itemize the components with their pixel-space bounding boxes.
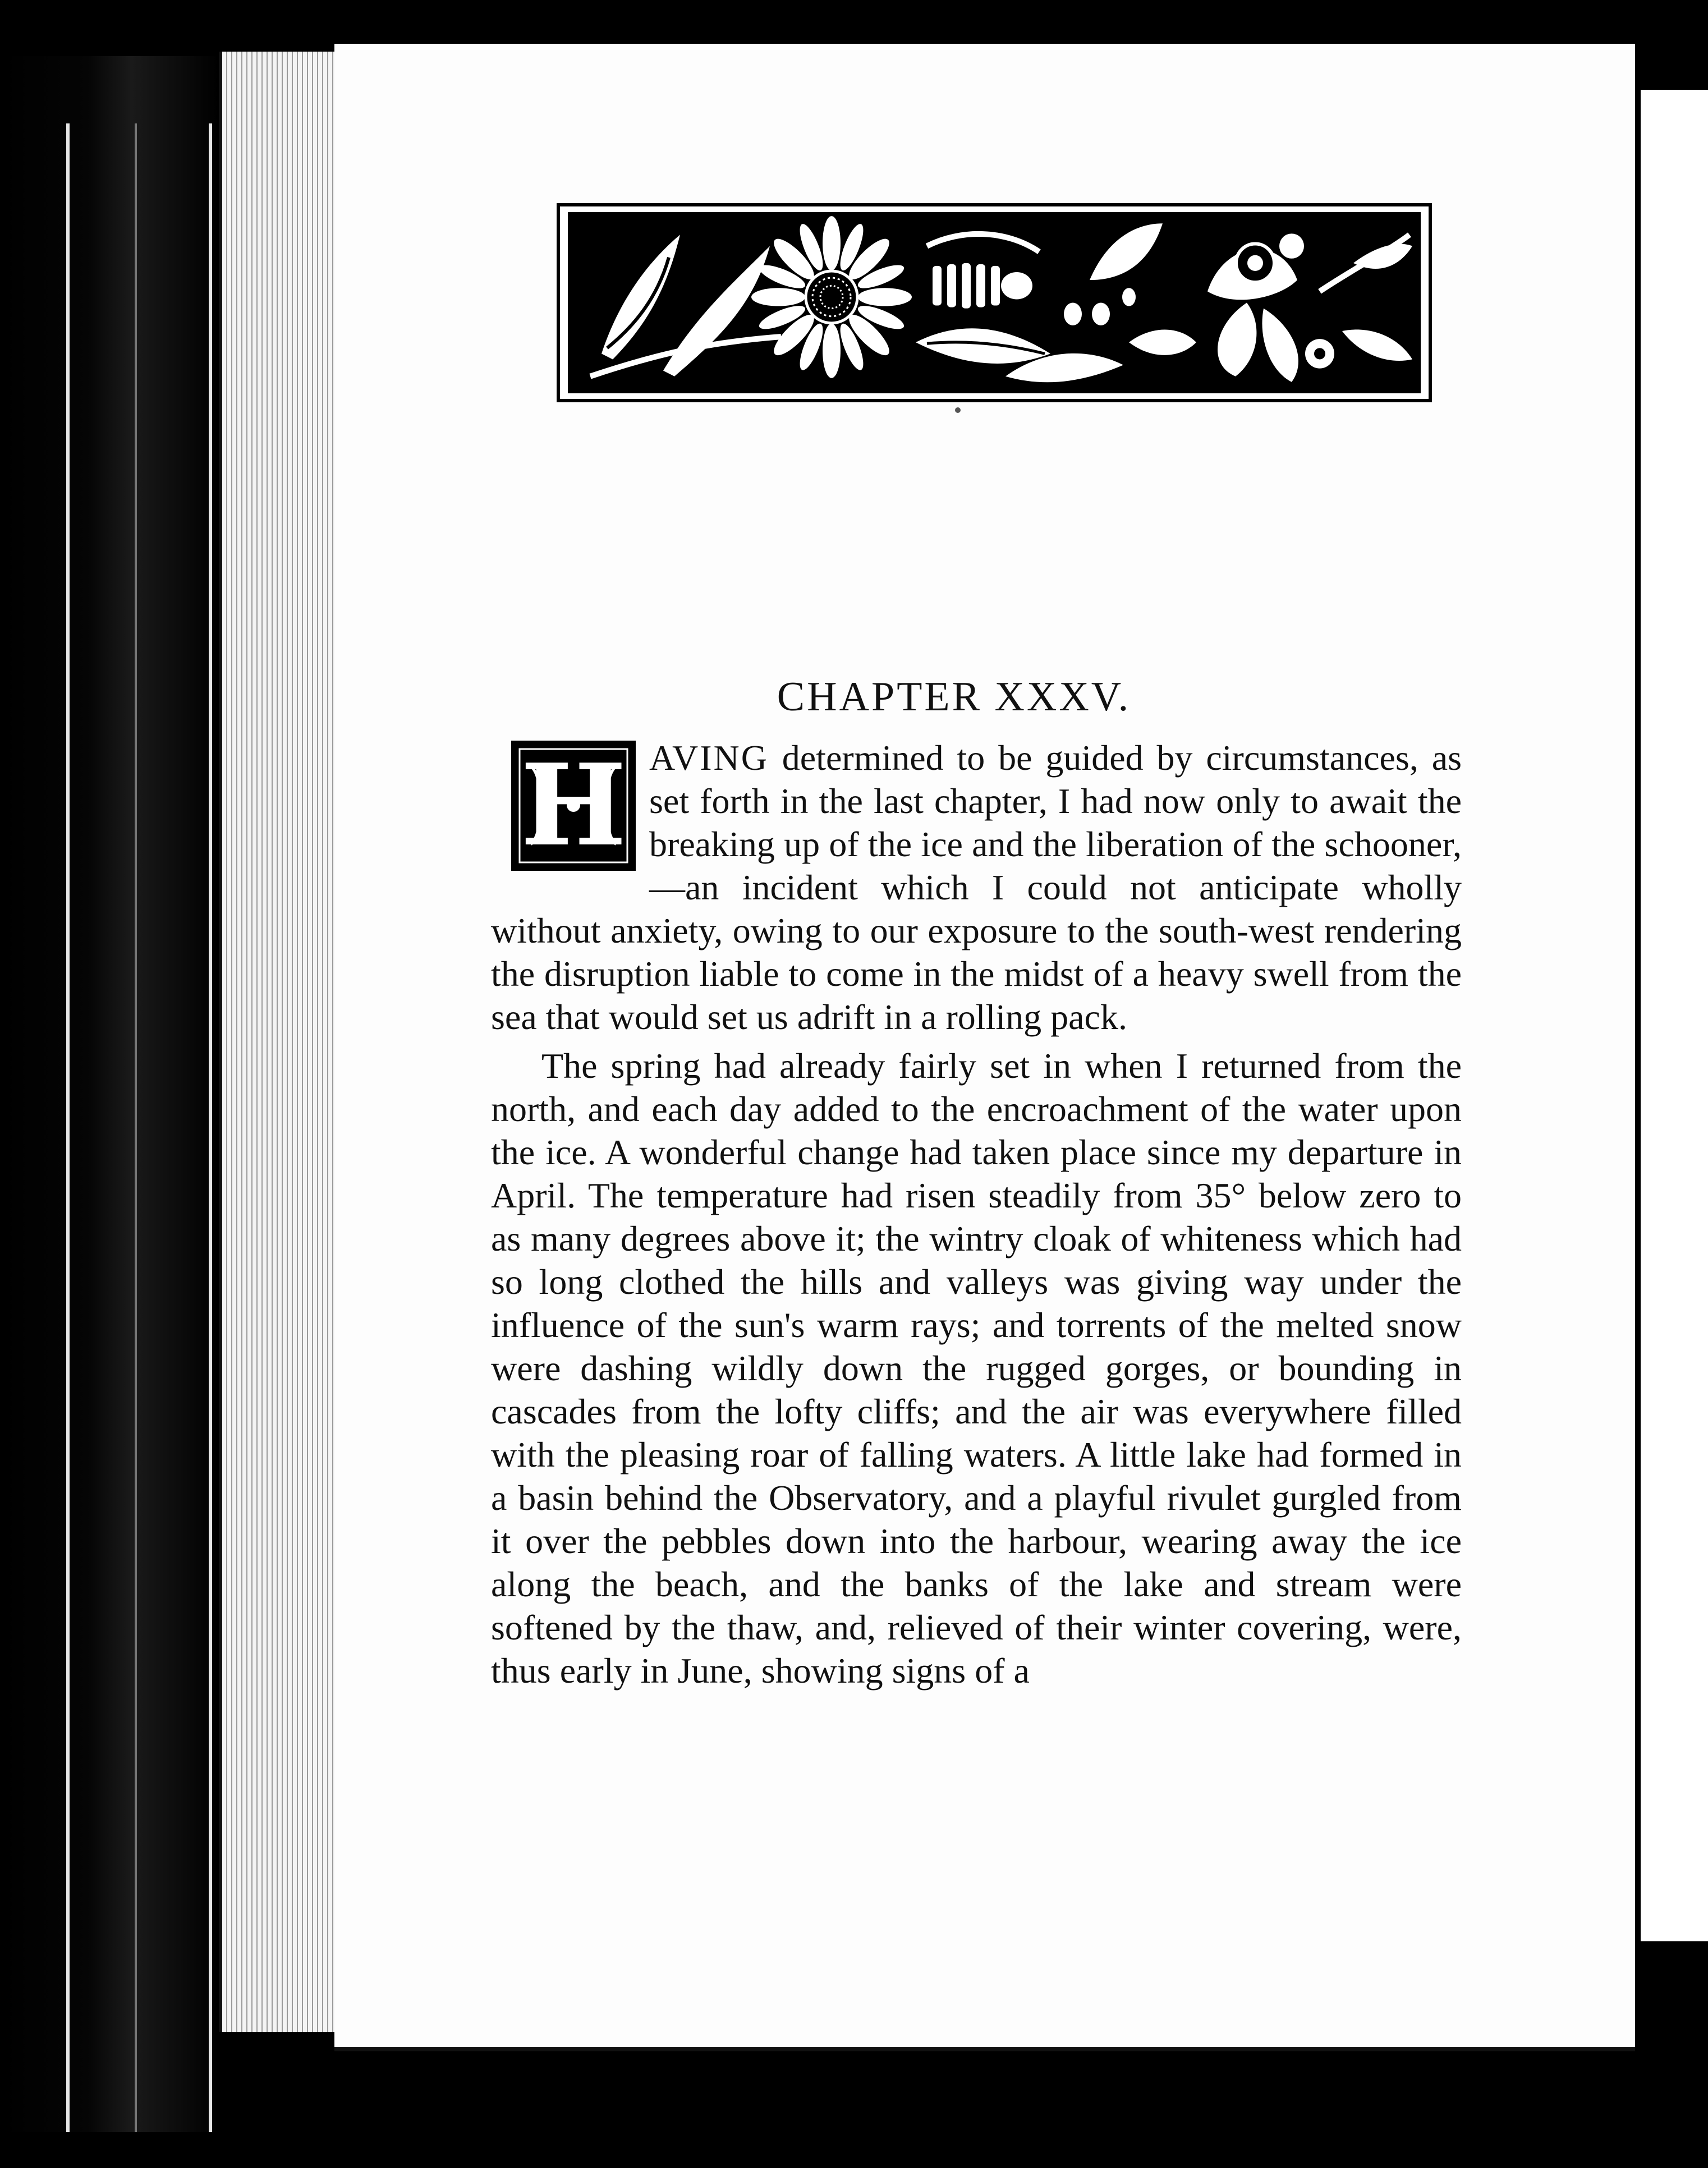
ornamental-drop-cap (511, 741, 636, 871)
floral-headpiece-ornament (557, 203, 1432, 402)
paragraph (491, 736, 1462, 1039)
paragraph-text: determined to be guided by circumstances, as set forth in the last chapter, I had now only to await the breaking up of the ice and the liberation of the schooner,—an incident which I could not anticipate wholly without anxiety, owing to our exposure to the south-west rendering the disruption liable to come in the midst of a heavy swell from the sea that would set us adrift in a rolling pack. (491, 738, 1462, 1037)
book-spine (0, 56, 219, 2132)
spine-highlight (135, 123, 137, 2132)
chapter-title: CHAPTER XXXV. (777, 674, 1131, 720)
first-word: AVING (649, 738, 769, 778)
paragraph: The spring had already fairly set in when I returned from the north, and each day added to the encroachment of the water upon the ice. A wonderful change had taken place since my departure in April. The temperature had risen steadily from 35° below zero to as many degrees above it; the wintry cloak of whiteness which had so long clothed the hills and valleys was giving way under the influence of the sun's warm rays; and torrents of the melted snow were dashing wildly down the rugged gorges, or bounding in cascades from the lofty cliffs; and the air was everywhere filled with the pleasing roar of falling waters. A little lake had formed in a basin behind the Observatory, and a playful rivulet gurgled from it over the pebbles down into the harbour, wearing away the ice along the beach, and the banks of the lake and stream were softened by the thaw, and, relieved of their winter covering, were, thus early in June, showing signs of a (491, 1046, 1462, 1691)
spine-highlight (209, 123, 212, 2132)
drop-cap-letter: H (520, 739, 627, 871)
facing-page-edge (1635, 90, 1708, 1941)
chapter-body (491, 736, 1462, 1692)
floral-ornament-graphic (568, 212, 1421, 393)
spine-highlight (66, 123, 70, 2132)
page-edges (219, 52, 340, 2032)
printing-speck (955, 407, 961, 413)
